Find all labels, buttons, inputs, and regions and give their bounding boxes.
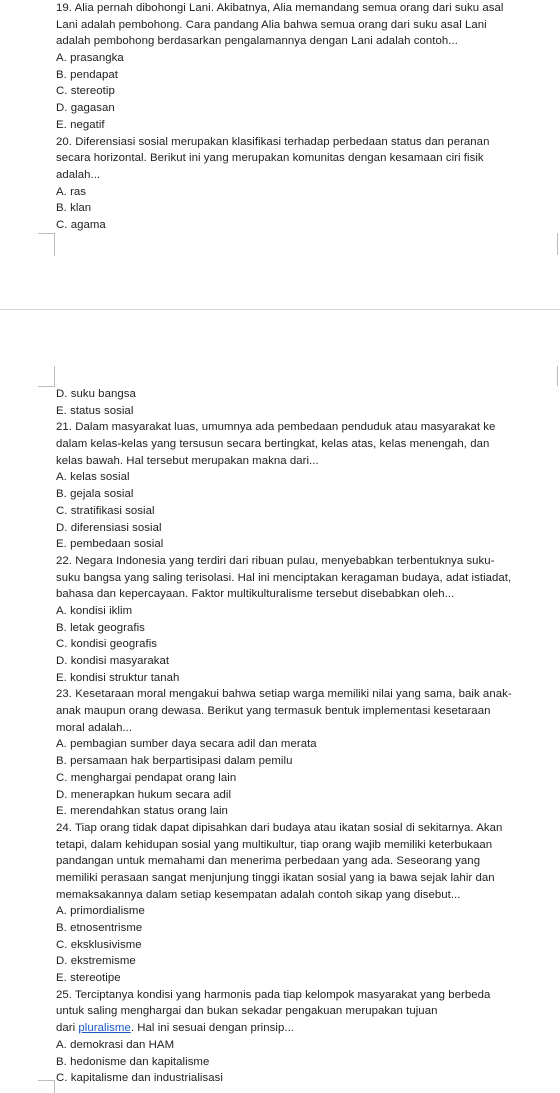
option-line: D. ekstremisme [56, 955, 136, 968]
text-line [56, 1020, 556, 1037]
option-line: D. diferensiasi sosial [56, 521, 162, 534]
text-line: Lani adalah pembohong. Cara pandang Alia bahwa semua orang dari suku asal Lani [56, 18, 487, 31]
option-line: C. eksklusivisme [56, 938, 142, 951]
text-line: anak maupun orang dewasa. Berikut yang termasuk bentuk implementasi kesetaraan [56, 705, 491, 718]
scan-corner-mark [38, 366, 55, 387]
pluralisme-link[interactable]: pluralisme [78, 1022, 131, 1035]
option-line: D. gagasan [56, 102, 115, 115]
option-line: D. suku bangsa [56, 388, 136, 400]
option-line: B. klan [56, 202, 92, 215]
option-line: A. ras [56, 185, 87, 198]
text-line: 21. Dalam masyarakat luas, umumnya ada pembedaan penduduk atau masyarakat ke [56, 421, 496, 434]
option-line: A. prasangka [56, 52, 124, 65]
option-line: E. negatif [56, 118, 105, 131]
text-line: untuk saling menghargai dan bukan sekadar pengakuan merupakan tujuan [56, 1005, 438, 1018]
option-line: C. kondisi geografis [56, 638, 158, 651]
option-line: C. agama [56, 218, 106, 231]
text-line: 25. Terciptanya kondisi yang harmonis pada tiap kelompok masyarakat yang berbeda [56, 988, 491, 1001]
text-segment: . Hal ini sesuai dengan prinsip... [130, 1022, 295, 1035]
page-separator [0, 309, 560, 310]
option-line: B. letak geografis [56, 621, 145, 634]
option-line: C. stratifikasi sosial [56, 504, 155, 517]
option-line: A. primordialisme [56, 905, 145, 918]
option-line: B. etnosentrisme [56, 922, 143, 934]
option-line: A. pembagian sumber daya secara adil dan merata [56, 738, 317, 751]
option-line: C. stereotip [56, 85, 115, 98]
text-line: adalah pembohong berdasarkan pengalamannya dengan Lani adalah contoh... [56, 35, 458, 48]
text-segment: dari [56, 1022, 79, 1035]
questions-bottom [56, 386, 556, 1087]
option-line: B. gejala sosial [56, 488, 134, 501]
text-line: adalah... [56, 168, 101, 181]
option-line: D. kondisi masyarakat [56, 655, 170, 667]
scan-corner-mark [38, 1080, 55, 1093]
text-line: moral adalah... [56, 721, 133, 734]
text-line: dalam kelas-kelas yang tersusun secara bertingkat, kelas atas, kelas menengah, dan [56, 438, 490, 451]
text-line: memaksakannya dalam setiap kesempatan adalah contoh sikap yang disebut... [56, 888, 461, 901]
text-line: kelas bawah. Hal tersebut merupakan makna dari... [56, 454, 319, 467]
option-line: B. hedonisme dan kapitalisme [56, 1055, 210, 1068]
option-line: A. kelas sosial [56, 471, 130, 484]
option-line: B. pendapat [56, 68, 118, 81]
text-line: bahasa dan kepercayaan. Faktor multikulturalisme tersebut disebabkan oleh... [56, 588, 455, 601]
scan-corner-mark [38, 233, 55, 256]
option-line: E. kondisi struktur tanah [56, 671, 180, 684]
text-line: 23. Kesetaraan moral mengakui bahwa setiap warga memiliki nilai yang sama, baik anak- [56, 688, 512, 701]
text-line: 20. Diferensiasi sosial merupakan klasifikasi terhadap perbedaan status dan peranan [56, 135, 490, 148]
option-line: A. demokrasi dan HAM [56, 1038, 175, 1051]
text-line: tetapi, dalam kehidupan sosial yang multikultur, tiap orang wajib memiliki keterbukaan [56, 838, 493, 851]
text-line: 24. Tiap orang tidak dapat dipisahkan dari budaya atau ikatan sosial di sekitarnya. Akan [56, 821, 503, 834]
text-line: 22. Negara Indonesia yang terdiri dari ribuan pulau, menyebabkan terbentuknya suku- [56, 554, 495, 567]
option-line: E. stereotipe [56, 972, 121, 985]
option-line: B. persamaan hak berpartisipasi dalam pemilu [56, 755, 293, 768]
option-line: E. pembedaan sosial [56, 538, 164, 551]
option-line: C. menghargai pendapat orang lain [56, 771, 237, 784]
text-line: pandangan untuk memahami dan menerima perbedaan yang ada. Seseorang yang [56, 855, 481, 868]
questions-top [56, 0, 556, 234]
option-line: C. kapitalisme dan industrialisasi [56, 1072, 223, 1085]
option-line: D. menerapkan hukum secara adil [56, 788, 232, 801]
text-line: secara horizontal. Berikut ini yang merupakan komunitas dengan kesamaan ciri fisik [56, 152, 484, 165]
text-line: 19. Alia pernah dibohongi Lani. Akibatnya, Alia memandang semua orang dari suku asal [56, 2, 504, 14]
text-line: suku bangsa yang saling terisolasi. Hal ini menciptakan keragaman budaya, adat istiadat, [56, 571, 512, 584]
text-line: memiliki perasaan sangat menjunjung tinggi ikatan sosial yang ia bawa sejak lahir dan [56, 871, 495, 884]
option-line: A. kondisi iklim [56, 604, 133, 617]
option-line: E. merendahkan status orang lain [56, 805, 228, 818]
option-line: E. status sosial [56, 404, 134, 417]
